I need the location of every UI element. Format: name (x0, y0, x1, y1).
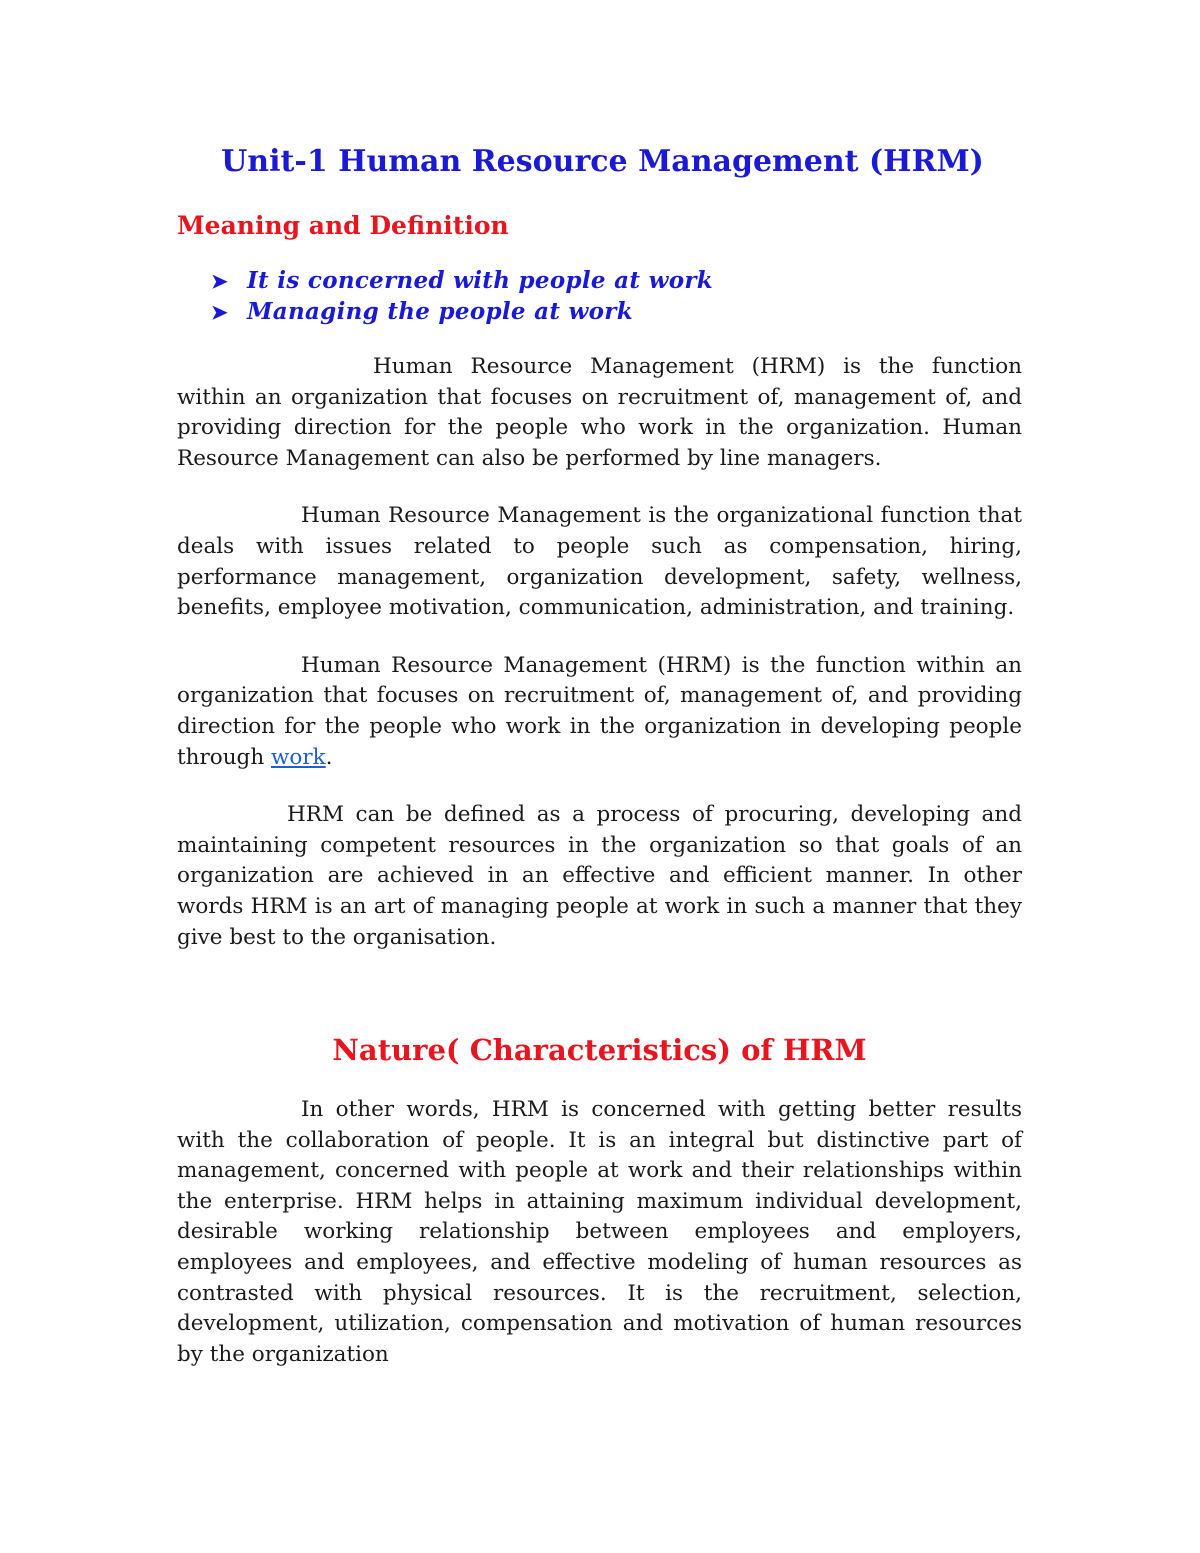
section-heading-nature: Nature( Characteristics) of HRM (332, 1033, 867, 1068)
bullet-text: It is concerned with people at work (247, 267, 713, 294)
paragraph-text: . (325, 744, 333, 770)
work-link[interactable]: work (271, 744, 326, 770)
definition-paragraph-with-link (177, 651, 1022, 773)
definition-paragraph: Human Resource Management is the organizational function that deals with issues related to people such as compensation, hiring, performance management, organization development, safety, wellness, benefits, employee motivation, communication, administration, and training. (177, 503, 1022, 621)
bullet-item (211, 297, 1022, 328)
document-content (177, 140, 1022, 1370)
definition-paragraph: HRM can be defined as a process of procuring, developing and maintaining competent resources in the organization so that goals of an organization are achieved in an effective and efficient manner. In other words HRM is an art of managing people at work in such a manner that they give best to the organisation. (177, 802, 1022, 950)
document-title: Unit-1 Human Resource Management (HRM) (221, 144, 984, 179)
arrowhead-bullet-icon: ➤ (211, 269, 229, 293)
definition-paragraph: Human Resource Management (HRM) is the function within an organization that focuses on recruitment of, management of, and providing direction for the people who work in the organization. Human Resource Management can also be performed by line managers. (177, 354, 1022, 471)
nature-paragraph: In other words, HRM is concerned with getting better results with the collaboration of people. It is an integral but distinctive part of management, concerned with people at work and their relationships within the enterprise. HRM helps in attaining maximum individual development, desirable working relationship between employees and employers, employees and employees, and effective modeling of human resources as contrasted with physical resources. It is the recruitment, selection, development, utilization, compensation and motivation of human resources by the organization (177, 1097, 1022, 1367)
section-heading-meaning: Meaning and Definition (177, 211, 509, 240)
paragraph-text: Human Resource Management (HRM) is the function within an organization that focuses on recruitment of, management of, and providing direction for the people who work in the organization in developing people through (177, 652, 1022, 770)
bullet-list (177, 266, 1022, 327)
arrowhead-bullet-icon: ➤ (211, 299, 229, 324)
bullet-text: Managing the people at work (247, 297, 633, 325)
bullet-item (211, 266, 1022, 297)
